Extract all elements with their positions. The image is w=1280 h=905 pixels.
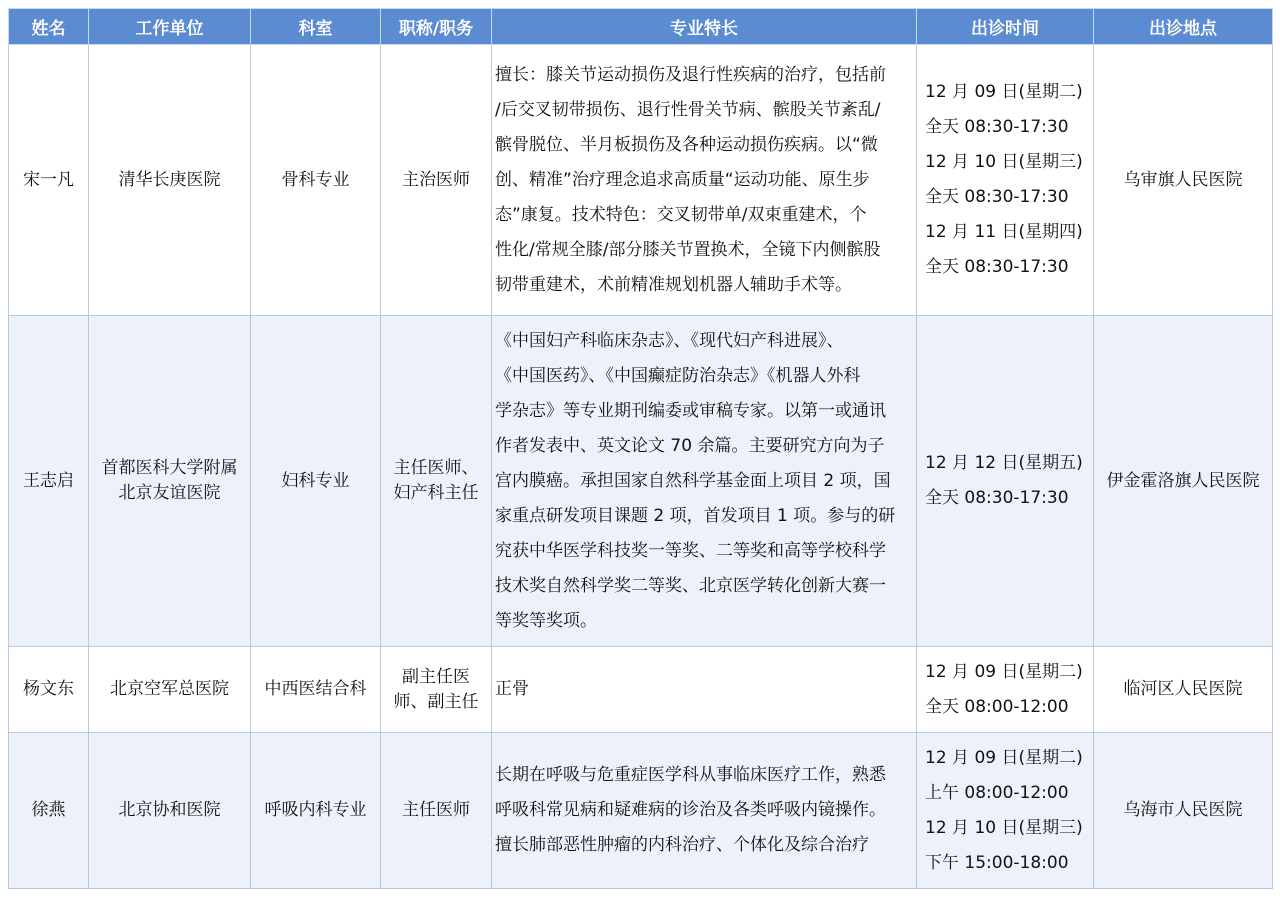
specialty-line: 宫内膜癌。承担国家自然科学基金面上项目 2 项，国 [495, 470, 891, 491]
table-row [9, 733, 1273, 889]
doctor-name: 宋一凡 [9, 45, 89, 316]
doctor-name: 徐燕 [9, 733, 89, 889]
job-title-line: 主任医师、 [393, 458, 479, 478]
clinic-place: 乌审旗人民医院 [1094, 45, 1273, 316]
clinic-time-line: 12 月 09 日(星期二) [925, 661, 1083, 682]
header-dept: 科室 [251, 9, 381, 45]
work-unit-line: 首都医科大学附属 [101, 458, 238, 478]
specialty-line: 髌骨脱位、半月板损伤及各种运动损伤疾病。以“微 [495, 134, 878, 155]
clinic-time-line: 全天 08:30-17:30 [925, 257, 1069, 277]
specialty-line: 技术奖自然科学奖二等奖、北京医学转化创新大赛一 [495, 575, 886, 596]
doctor-name: 杨文东 [9, 647, 89, 733]
specialty-line: 家重点研发项目课题 2 项，首发项目 1 项。参与的研 [495, 505, 896, 526]
clinic-time-line: 上午 08:00-12:00 [925, 782, 1069, 803]
specialty-line: 创、精准”治疗理念追求高质量“运动功能、原生步 [495, 169, 870, 190]
job-title-line: 主任医师 [402, 800, 470, 820]
specialty [492, 45, 917, 316]
clinic-time-line: 全天 08:30-17:30 [925, 117, 1069, 137]
job-title-line: 主治医师 [402, 169, 470, 190]
specialty [492, 647, 917, 733]
work-unit-line: 北京友谊医院 [118, 483, 221, 503]
specialty-line: 态”康复。技术特色：交叉韧带单/双束重建术，个 [495, 204, 867, 225]
specialty-line: 作者发表中、英文论文 70 余篇。主要研究方向为子 [495, 435, 885, 456]
clinic-time-line: 12 月 10 日(星期三) [925, 152, 1083, 172]
header-time: 出诊时间 [917, 9, 1094, 45]
specialty-line: /后交叉韧带损伤、退行性骨关节病、髌股关节紊乱/ [495, 99, 881, 120]
clinic-place: 伊金霍洛旗人民医院 [1094, 316, 1273, 647]
doctor-name: 王志启 [9, 316, 89, 647]
clinic-time-line: 全天 08:00-12:00 [925, 696, 1069, 717]
specialty-line: 擅长肺部恶性肿瘤的内科治疗、个体化及综合治疗 [495, 835, 869, 855]
clinic-time-line: 全天 08:30-17:30 [925, 488, 1069, 508]
header-place: 出诊地点 [1094, 9, 1273, 45]
table-row [9, 647, 1273, 733]
work-unit-line: 北京协和医院 [118, 800, 221, 820]
work-unit [89, 45, 251, 316]
clinic-time [917, 733, 1094, 889]
specialty-line: 呼吸科常见病和疑难病的诊治及各类呼吸内镜操作。 [495, 800, 886, 820]
header-name: 姓名 [9, 9, 89, 45]
department: 妇科专业 [251, 316, 381, 647]
clinic-time-line: 全天 08:30-17:30 [925, 187, 1069, 207]
clinic-time-line: 下午 15:00-18:00 [925, 852, 1069, 873]
work-unit [89, 316, 251, 647]
clinic-time-line: 12 月 12 日(星期五) [925, 453, 1083, 473]
table-row [9, 45, 1273, 316]
job-title-line: 妇产科主任 [393, 483, 479, 503]
job-title-line: 师、副主任 [393, 691, 479, 712]
clinic-place: 临河区人民医院 [1094, 647, 1273, 733]
work-unit [89, 647, 251, 733]
specialty [492, 316, 917, 647]
specialty-line: 《中国医药》、《中国癫症防治杂志》《机器人外科 [495, 365, 861, 386]
specialty [492, 733, 917, 889]
clinic-time-line: 12 月 09 日(星期二) [925, 747, 1083, 768]
header-unit: 工作单位 [89, 9, 251, 45]
doctor-schedule-table [8, 8, 1273, 889]
specialty-line: 学杂志》等专业期刊编委或审稿专家。以第一或通讯 [495, 400, 886, 421]
department: 骨科专业 [251, 45, 381, 316]
table-row [9, 316, 1273, 647]
clinic-place: 乌海市人民医院 [1094, 733, 1273, 889]
work-unit-line: 清华长庚医院 [118, 169, 221, 190]
header-specialty: 专业特长 [492, 9, 917, 45]
work-unit-line: 北京空军总医院 [110, 679, 229, 699]
department: 中西医结合科 [251, 647, 381, 733]
specialty-line: 等奖等奖项。 [495, 610, 597, 631]
job-title-line: 副主任医 [402, 666, 470, 687]
clinic-time-line: 12 月 10 日(星期三) [925, 817, 1083, 838]
specialty-line: 韧带重建术，术前精准规划机器人辅助手术等。 [495, 274, 852, 295]
specialty-line: 长期在呼吸与危重症医学科从事临床医疗工作，熟悉 [495, 765, 886, 785]
specialty-line: 《中国妇产科临床杂志》、《现代妇产科进展》、 [495, 330, 844, 351]
specialty-line: 正骨 [495, 679, 529, 699]
clinic-time-line: 12 月 11 日(星期四) [925, 222, 1083, 242]
header-row [9, 9, 1273, 45]
job-title [381, 647, 492, 733]
clinic-time [917, 647, 1094, 733]
work-unit [89, 733, 251, 889]
header-title: 职称/职务 [381, 9, 492, 45]
clinic-time [917, 316, 1094, 647]
job-title [381, 316, 492, 647]
job-title [381, 45, 492, 316]
clinic-time [917, 45, 1094, 316]
schedule-table-container [8, 8, 1272, 889]
department: 呼吸内科专业 [251, 733, 381, 889]
job-title [381, 733, 492, 889]
clinic-time-line: 12 月 09 日(星期二) [925, 82, 1083, 102]
specialty-line: 性化/常规全膝/部分膝关节置换术，全镜下内侧髌股 [495, 239, 881, 260]
specialty-line: 究获中华医学科技奖一等奖、二等奖和高等学校科学 [495, 540, 886, 561]
specialty-line: 擅长：膝关节运动损伤及退行性疾病的治疗，包括前 [495, 64, 886, 85]
